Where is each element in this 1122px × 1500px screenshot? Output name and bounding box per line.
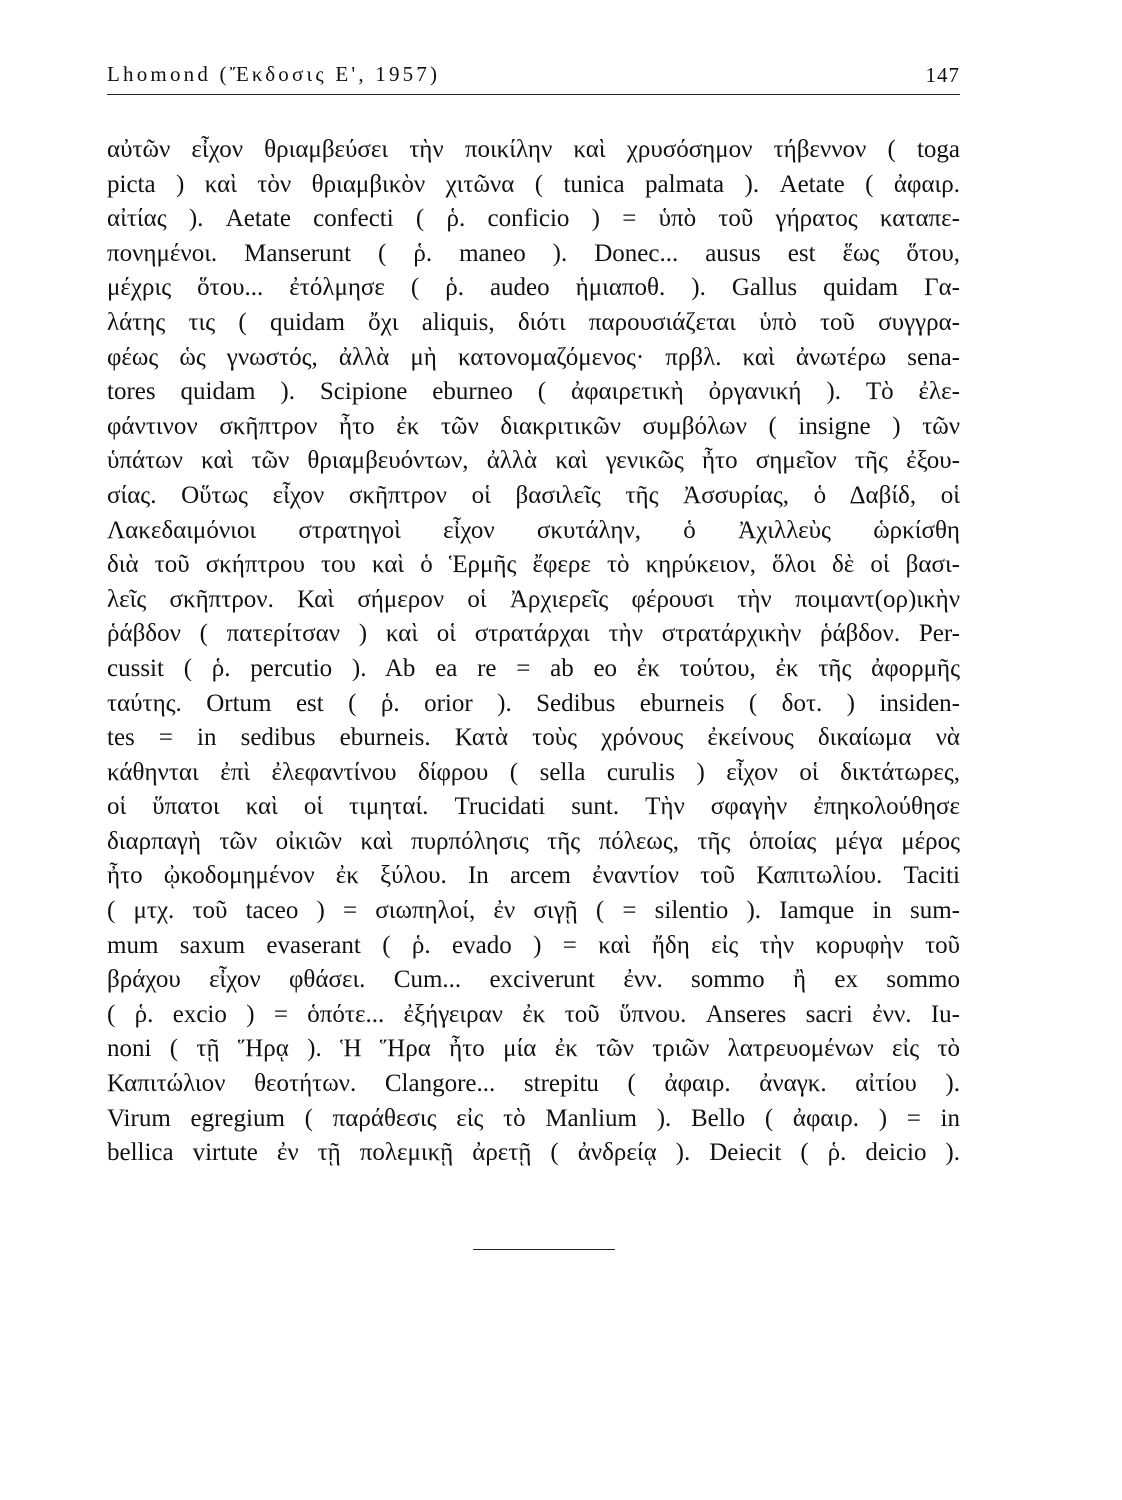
text-line: πονημένοι. Manserunt ( ῥ. maneo ). Donec... ausus est ἕως ὅτου, <box>107 239 960 267</box>
text-line: ταύτης. Ortum est ( ῥ. orior ). Sedibus eburneis ( δοτ. ) insiden- <box>107 689 960 717</box>
text-line: αἰτίας ). Aetate confecti ( ῥ. conficio ) = ὑπὸ τοῦ γήρατος καταπε- <box>107 205 960 233</box>
text-line: βράχου εἶχον φθάσει. Cum... exciverunt ἐνν. sommo ἢ ex sommo <box>107 966 960 994</box>
text-line: σίας. Οὕτως εἶχον σκῆπτρον οἱ βασιλεῖς τῆς Ἀσσυρίας, ὁ Δαβίδ, οἱ <box>107 481 960 509</box>
text-line: διαρπαγὴ τῶν οἰκιῶν καὶ πυρπόλησις τῆς πόλεως, τῆς ὁποίας μέγα μέρος <box>107 827 960 855</box>
text-line: mum saxum evaserant ( ῥ. evado ) = καὶ ἤδη εἰς τὴν κορυφὴν τοῦ <box>107 931 960 959</box>
text-line: ὑπάτων καὶ τῶν θριαμβευόντων, ἀλλὰ καὶ γενικῶς ἦτο σημεῖον τῆς ἐξου- <box>107 447 960 475</box>
page-number: 147 <box>925 63 960 87</box>
text-line: ( μτχ. τοῦ taceo ) = σιωπηλοί, ἐν σιγῇ ( = silentio ). Iamque in sum- <box>107 897 960 925</box>
text-line: tes = in sedibus eburneis. Κατὰ τοὺς χρόνους ἐκείνους δικαίωμα νὰ <box>107 724 960 752</box>
text-line: noni ( τῇ Ἥρᾳ ). Ἡ Ἥρα ἦτο μία ἐκ τῶν τριῶν λατρευομένων εἰς τὸ <box>107 1035 960 1063</box>
running-header <box>107 60 960 95</box>
commentary-text <box>107 133 960 1171</box>
section-end-rule <box>473 1249 615 1250</box>
text-line: Καπιτώλιον θεοτήτων. Clangore... strepitu ( ἀφαιρ. ἀναγκ. αἰτίου ). <box>107 1070 960 1098</box>
text-line: Virum egregium ( παράθεσις εἰς τὸ Manlium ). Bello ( ἀφαιρ. ) = in <box>107 1104 960 1132</box>
text-line: Λακεδαιμόνιοι στρατηγοὶ εἶχον σκυτάλην, ὁ Ἀχιλλεὺς ὡρκίσθη <box>107 516 960 544</box>
text-line: διὰ τοῦ σκήπτρου του καὶ ὁ Ἑρμῆς ἔφερε τὸ κηρύκειον, ὅλοι δὲ οἱ βασι- <box>107 551 960 579</box>
text-line: οἱ ὕπατοι καὶ οἱ τιμηταί. Trucidati sunt. Τὴν σφαγὴν ἐπηκολούθησε <box>107 793 960 821</box>
running-title: Lhomond (Ἔκδοσις Ε', 1957) <box>107 62 441 86</box>
text-line: λάτης τις ( quidam ὄχι aliquis, διότι παρουσιάζεται ὑπὸ τοῦ συγγρα- <box>107 308 960 336</box>
text-line: ῥάβδον ( πατερίτσαν ) καὶ οἱ στρατάρχαι τὴν στρατάρχικὴν ῥάβδον. Per- <box>107 620 960 648</box>
text-line: λεῖς σκῆπτρον. Καὶ σήμερον οἱ Ἀρχιερεῖς φέρουσι τὴν ποιμαντ(ορ)ικὴν <box>107 585 960 613</box>
text-line: cussit ( ῥ. percutio ). Ab ea re = ab eo ἐκ τούτου, ἐκ τῆς ἀφορμῆς <box>107 654 960 682</box>
text-line: ἦτο ᾠκοδομημένον ἐκ ξύλου. In arcem ἐναντίον τοῦ Καπιτωλίου. Taciti <box>107 862 960 890</box>
text-line: bellica virtute ἐν τῇ πολεμικῇ ἀρετῇ ( ἀνδρείᾳ ). Deiecit ( ῥ. deicio ). <box>107 1139 960 1167</box>
text-line: μέχρις ὅτου... ἐτόλμησε ( ῥ. audeo ἡμιαποθ. ). Gallus quidam Γα- <box>107 274 960 302</box>
text-line: κάθηνται ἐπὶ ἐλεφαντίνου δίφρου ( sella curulis ) εἶχον οἱ δικτάτωρες, <box>107 758 960 786</box>
text-line: αὐτῶν εἶχον θριαμβεύσει τὴν ποικίλην καὶ χρυσόσημον τήβεννον ( toga <box>107 136 960 163</box>
text-line: picta ) καὶ τὸν θριαμβικὸν χιτῶνα ( tunica palmata ). Aetate ( ἀφαιρ. <box>107 170 960 198</box>
text-line: tores quidam ). Scipione eburneo ( ἀφαιρετικὴ ὀργανική ). Τὸ ἐλε- <box>107 378 960 406</box>
text-line: φάντινον σκῆπτρον ἦτο ἐκ τῶν διακριτικῶν συμβόλων ( insigne ) τῶν <box>107 412 960 440</box>
text-line: ( ῥ. excio ) = ὁπότε... ἐξήγειραν ἐκ τοῦ ὕπνου. Anseres sacri ἐνν. Iu- <box>107 1000 960 1028</box>
text-line: φέως ὡς γνωστός, ἀλλὰ μὴ κατονομαζόμενος· πρβλ. καὶ ἀνωτέρω sena- <box>107 343 960 371</box>
